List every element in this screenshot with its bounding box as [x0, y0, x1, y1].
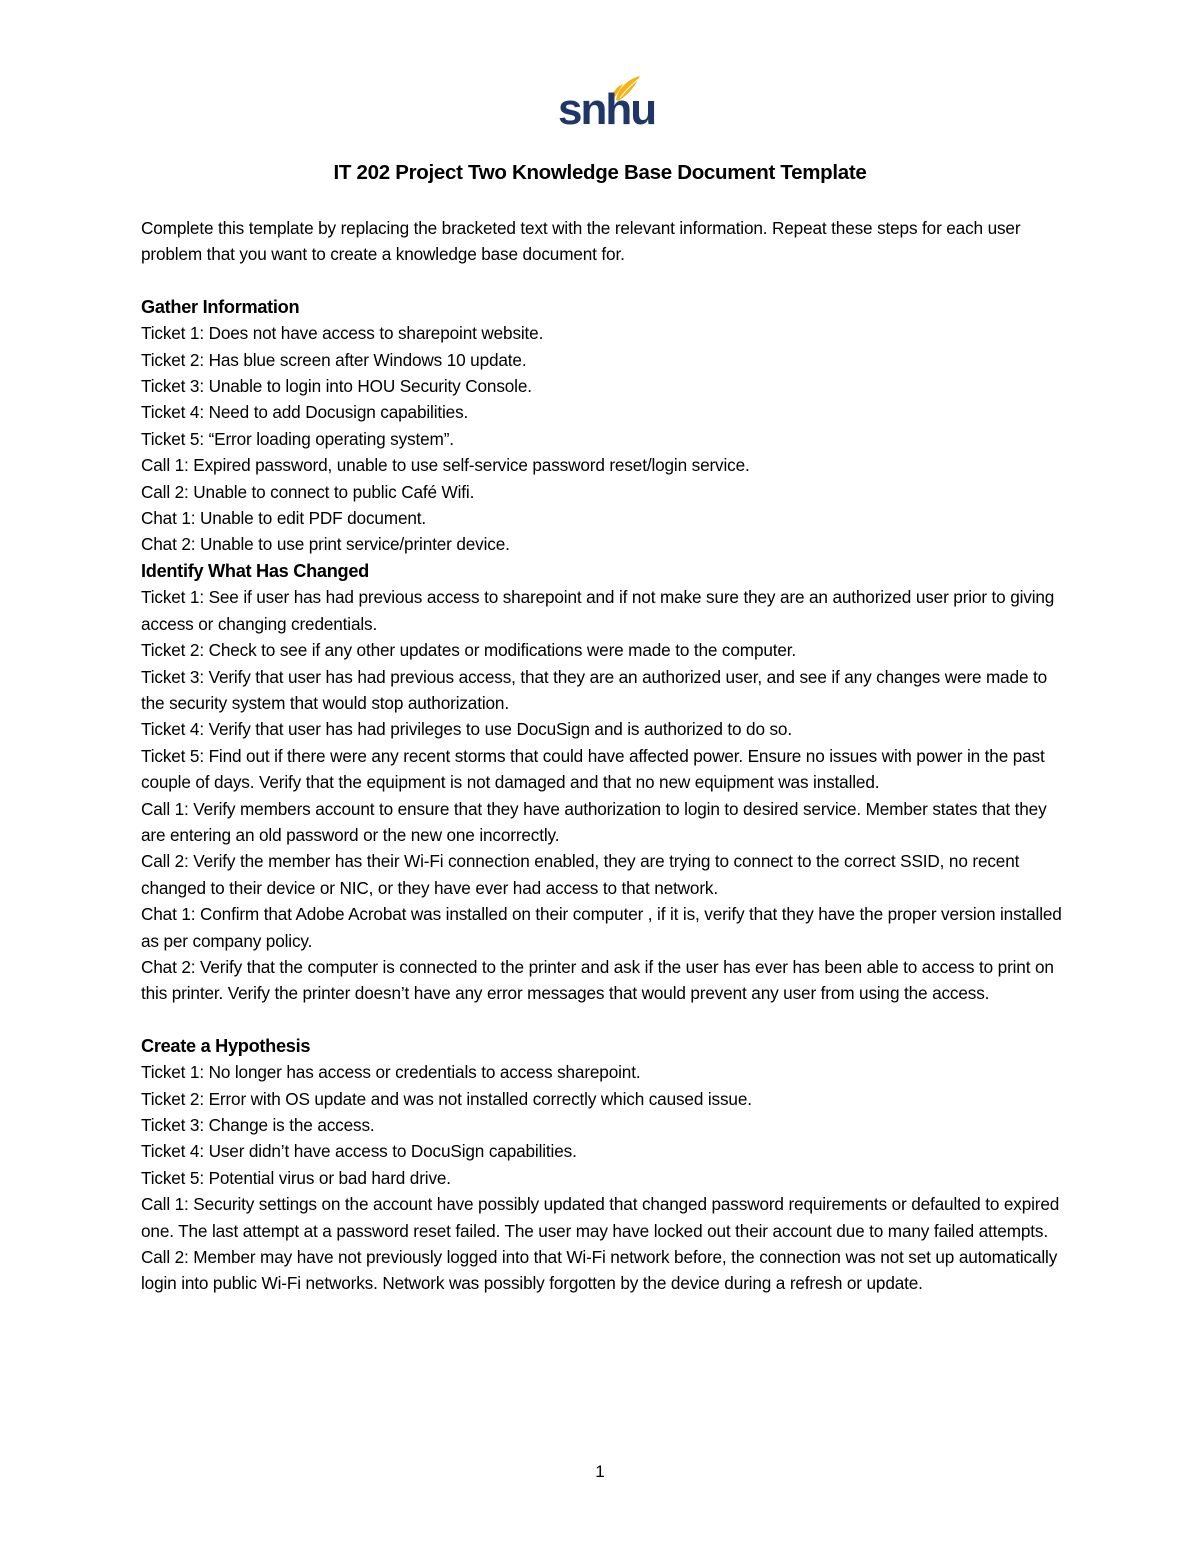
- hypothesis-item: Ticket 4: User didn’t have access to DocuSign capabilities.: [141, 1141, 577, 1162]
- gather-item: Ticket 4: Need to add Docusign capabilities.: [141, 402, 469, 423]
- hypothesis-item: Ticket 5: Potential virus or bad hard drive.: [141, 1167, 451, 1188]
- hypothesis-item: Ticket 2: Error with OS update and was not installed correctly which caused issue.: [141, 1088, 752, 1109]
- changed-item: Ticket 2: Check to see if any other updates or modifications were made to the computer.: [141, 640, 797, 661]
- gather-item: Call 2: Unable to connect to public Café Wifi.: [141, 481, 475, 502]
- section-spacer: [141, 1007, 1071, 1033]
- hypothesis-item: Call 2: Member may have not previously logged into that Wi-Fi network before, the connection was not set up automatically login into public Wi-Fi networks. Network was possibly forgotten by the device during a refresh or update.: [141, 1247, 1058, 1294]
- changed-item: Ticket 4: Verify that user has had privileges to use DocuSign and is authorized to do so.: [141, 719, 792, 740]
- document-body: [141, 215, 1071, 1297]
- changed-item: Chat 1: Confirm that Adobe Acrobat was installed on their computer , if it is, verify that they have the proper version installed as per company policy.: [141, 904, 1062, 951]
- gather-item: Ticket 3: Unable to login into HOU Security Console.: [141, 376, 532, 397]
- changed-item: Call 2: Verify the member has their Wi-Fi connection enabled, they are trying to connect to the correct SSID, no recent changed to their device or NIC, or they have ever had access to that network.: [141, 851, 1020, 898]
- changed-item: Ticket 5: Find out if there were any recent storms that could have affected power. Ensure no issues with power in the past couple of days. Verify that the equipment is not damaged and that no new equipment was installed.: [141, 745, 1045, 793]
- changed-item: Call 1: Verify members account to ensure that they have authorization to login to desired service. Member states that they are entering an old password or the new one incorrectly.: [141, 798, 1047, 845]
- page-number: 1: [595, 1462, 605, 1481]
- intro-paragraph: Complete this template by replacing the bracketed text with the relevant information. Repeat these steps for each user problem that you want to create a knowledge base document for.: [141, 218, 1021, 265]
- section-heading-hypothesis: Create a Hypothesis: [141, 1035, 311, 1056]
- logo-wordmark: snhu: [558, 85, 656, 134]
- gather-item: Call 1: Expired password, unable to use self-service password reset/login service.: [141, 455, 750, 476]
- section-heading-gather: Gather Information: [141, 296, 300, 317]
- changed-item: Ticket 1: See if user has had previous access to sharepoint and if not make sure they are an authorized user prior to giving access or changing credentials.: [141, 587, 1055, 634]
- hypothesis-item: Call 1: Security settings on the account have possibly updated that changed password requirements or defaulted to expired one. The last attempt at a password reset failed. The user may have locked out their account due to many failed attempts.: [141, 1194, 1060, 1241]
- snhu-logo: [556, 74, 656, 134]
- gather-item: Ticket 5: “Error loading operating system”.: [141, 428, 454, 449]
- gather-item: Ticket 1: Does not have access to sharepoint website.: [141, 323, 544, 344]
- changed-item: Chat 2: Verify that the computer is connected to the printer and ask if the user has ever has been able to access to print on this printer. Verify the printer doesn’t have any error messages that would prevent any user from using the access.: [141, 956, 1054, 1004]
- changed-item: Ticket 3: Verify that user has had previous access, that they are an authorized user, and see if any changes were made to the security system that would stop authorization.: [141, 666, 1048, 713]
- gather-item: Chat 2: Unable to use print service/printer device.: [141, 534, 510, 555]
- section-heading-changed: Identify What Has Changed: [141, 560, 369, 581]
- hypothesis-item: Ticket 1: No longer has access or credentials to access sharepoint.: [141, 1062, 641, 1083]
- hypothesis-item: Ticket 3: Change is the access.: [141, 1115, 375, 1135]
- gather-item: Ticket 2: Has blue screen after Windows 10 update.: [141, 349, 527, 370]
- gather-item: Chat 1: Unable to edit PDF document.: [141, 508, 427, 529]
- document-title: IT 202 Project Two Knowledge Base Document Template: [333, 161, 867, 184]
